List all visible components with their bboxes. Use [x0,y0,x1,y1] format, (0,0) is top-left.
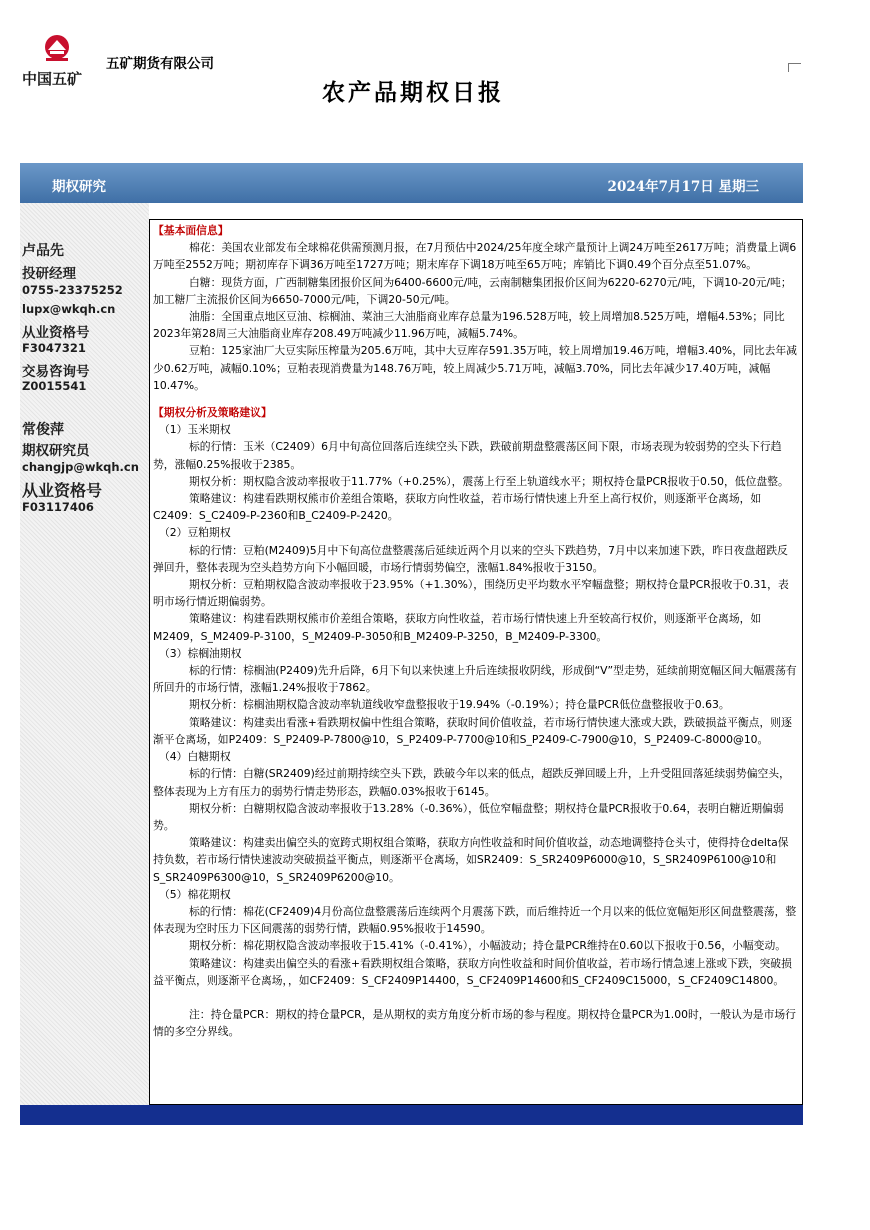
report-title: 农产品期权日报 [322,79,504,106]
analyst-cert-label: 从业资格号 [22,325,90,341]
section-title: （1）玉米期权 [159,423,231,437]
analyst-role: 期权研究员 [22,443,90,459]
section-para: 标的行情：棕榈油(P2409)先升后降，6月下旬以来快速上升后连续报收阴线，形成倒“V”型走势，延续前期宽幅区间大幅震荡有所回升的市场行情，涨幅1.24%报收于7862。 [153,664,797,695]
analyst-cert: F03117406 [22,500,94,514]
banner-date: 2024年7月17日 星期三 [607,179,759,195]
analyst-consult: Z0015541 [22,379,87,393]
section-para: 标的行情：玉米（C2409）6月中旬高位回落后连续空头下跌，跌破前期盘整震荡区间下限，市场表现为较弱势的空头下行趋势，涨幅0.25%报收于2385。 [153,440,782,471]
pcr-note: 注：持仓量PCR：期权的持仓量PCR，是从期权的卖方角度分析市场的参与程度。期权持仓量PCR为1.00时，一般认为是市场行情的多空分界线。 [153,1007,796,1039]
minmetals-logo-icon [42,34,72,62]
content-spacer [149,203,801,219]
analyst-name: 卢品先 [22,243,64,259]
section-para: 策略建议：构建卖出看涨+看跌期权偏中性组合策略，获取时间价值收益，若市场行情快速大涨或大跌，跌破损益平衡点，则逐渐平仓离场，如P2409：S_P2409-P-7800@10，S_P2409-P-7700@10和S_P2409-C-7900@10，S_P2409-C-8000@10。 [153,715,792,746]
analyst-cert: F3047321 [22,341,86,355]
section-para: 期权分析：白糖期权隐含波动率报收于13.28%（-0.36%），低位窄幅盘整；期权持仓量PCR报收于0.64，表明白糖近期偏弱势。 [153,801,784,832]
analyst-phone: 0755-23375252 [22,283,123,297]
fundamentals-heading: 【基本面信息】 [153,224,229,237]
footer-bar [20,1105,803,1125]
section-title: （2）豆粕期权 [159,526,231,540]
section-para: 标的行情：豆粕(M2409)5月中下旬高位盘整震荡后延续近两个月以来的空头下跌趋势，7月中以来加速下跌，昨日夜盘超跌反弹回升，整体表现为空头趋势方向下小幅回暖，市场行情弱势偏空，涨幅1.84%报收于3150。 [153,543,788,574]
section-para: 期权分析：豆粕期权隐含波动率报收于23.95%（+1.30%），围绕历史平均数水平窄幅盘整；期权持仓量PCR报收于0.31，表明市场行情近期偏弱势。 [153,578,789,609]
fundamentals-oils: 油脂：全国重点地区豆油、棕榈油、菜油三大油脂商业库存总量为196.528万吨，较上周增加8.525万吨，增幅4.53%；同比2023年第28周三大油脂商业库存208.49万吨减少11.96万吨，减幅5.74%。 [153,310,785,341]
section-title: （4）白糖期权 [159,750,231,764]
corner-mark [788,63,801,72]
report-text [153,222,797,1040]
analyst-name: 常俊萍 [22,422,64,438]
section-para: 策略建议：构建看跌期权熊市价差组合策略，获取方向性收益，若市场行情快速上升至较高行权价，则逐渐平仓离场，如M2409，S_M2409-P-3100，S_M2409-P-3050和B_M2409-P-3250，B_M2409-P-3300。 [153,612,762,643]
section-para: 期权分析：期权隐含波动率报收于11.77%（+0.25%），震荡上行至上轨道线水平；期权持仓量PCR报收于0.50，低位盘整。 [189,474,789,488]
section-title: （3）棕榈油期权 [159,646,242,660]
section-para: 策略建议：构建看跌期权熊市价差组合策略，获取方向性收益，若市场行情快速上升至上高行权价，则逐渐平仓离场，如C2409：S_C2409-P-2360和B_C2409-P-2420。 [153,492,762,523]
section-banner [20,163,803,203]
analyst-email: changjp@wkqh.cn [22,460,139,474]
fundamentals-cotton: 棉花：美国农业部发布全球棉花供需预测月报，在7月预估中2024/25年度全球产量预计上调24万吨至2617万吨；消费量上调6万吨至2552万吨；期初库存下调36万吨至1727万吨；期末库存下调18万吨至65万吨；库销比下调0.49个百分点至51.07%。 [153,241,797,272]
banner-section: 期权研究 [52,179,106,195]
section-para: 策略建议：构建卖出偏空头的宽跨式期权组合策略，获取方向性收益和时间价值收益，动态地调整持仓头寸，使得持仓delta保持负数，若市场行情快速波动突破损益平衡点，则逐渐平仓离场，如SR2409：S_SR2409P6000@10，S_SR2409P6100@10和S_SR2409P6300@10，S_SR2409P6200@10。 [153,836,789,884]
section-para: 期权分析：棉花期权隐含波动率报收于15.41%（-0.41%），小幅波动；持仓量PCR维持在0.60以下报收于0.56，小幅变动。 [189,939,787,953]
analyst-cert-label: 从业资格号 [22,481,103,500]
analyst-consult-label: 交易咨询号 [22,364,90,380]
section-para: 策略建议：构建卖出偏空头的看涨+看跌期权组合策略，获取方向性收益和时间价值收益，若市场行情急速上涨或下跌，突破损益平衡点，则逐渐平仓离场，，如CF2409：S_CF2409P14400，S_CF2409P14600和S_CF2409C15000，S_CF2409C14800。 [153,956,792,987]
fundamentals-sugar: 白糖：现货方面，广西制糖集团报价区间为6400-6600元/吨，云南制糖集团报价区间为6220-6270元/吨，下调10-20元/吨；加工糖厂主流报价区间为6650-7000元/吨，下调20-50元/吨。 [153,275,792,306]
section-para: 标的行情：棉花(CF2409)4月份高位盘整震荡后连续两个月震荡下跌，而后维持近一个月以来的低位宽幅矩形区间盘整震荡，整体表现为空时压力下区间震荡的弱势行情，跌幅0.95%报收于14590。 [153,904,797,936]
analyst-role: 投研经理 [22,266,76,282]
fundamentals-soymeal: 豆粕：125家油厂大豆实际压榨量为205.6万吨，其中大豆库存591.35万吨，较上周增加19.46万吨，增幅3.40%，同比去年减少0.62万吨，减幅0.10%；豆粕表现消费量为148.76万吨，较上周减少5.71万吨，减幅3.70%，同比去年减少17.40万吨，减幅10.47%。 [153,344,797,392]
strategy-heading: 【期权分析及策略建议】 [153,406,272,420]
report-content [149,219,803,1105]
analyst-sidebar [20,203,149,1105]
analyst-email: lupx@wkqh.cn [22,302,116,316]
logo-text: 中国五矿 [22,70,83,88]
section-para: 标的行情：白糖(SR2409)经过前期持续空头下跌，跌破今年以来的低点，超跌反弹回暖上升，上升受阻回落延续弱势偏空头，整体表现为上方有压力的弱势行情走势形态，跌幅0.03%报收于6145。 [153,767,790,798]
section-title: （5）棉花期权 [159,887,231,901]
company-name: 五矿期货有限公司 [106,56,214,72]
section-para: 期权分析：棕榈油期权隐含波动率轨道线收窄盘整报收于19.94%（-0.19%）；持仓量PCR低位盘整报收于0.63。 [189,698,730,712]
